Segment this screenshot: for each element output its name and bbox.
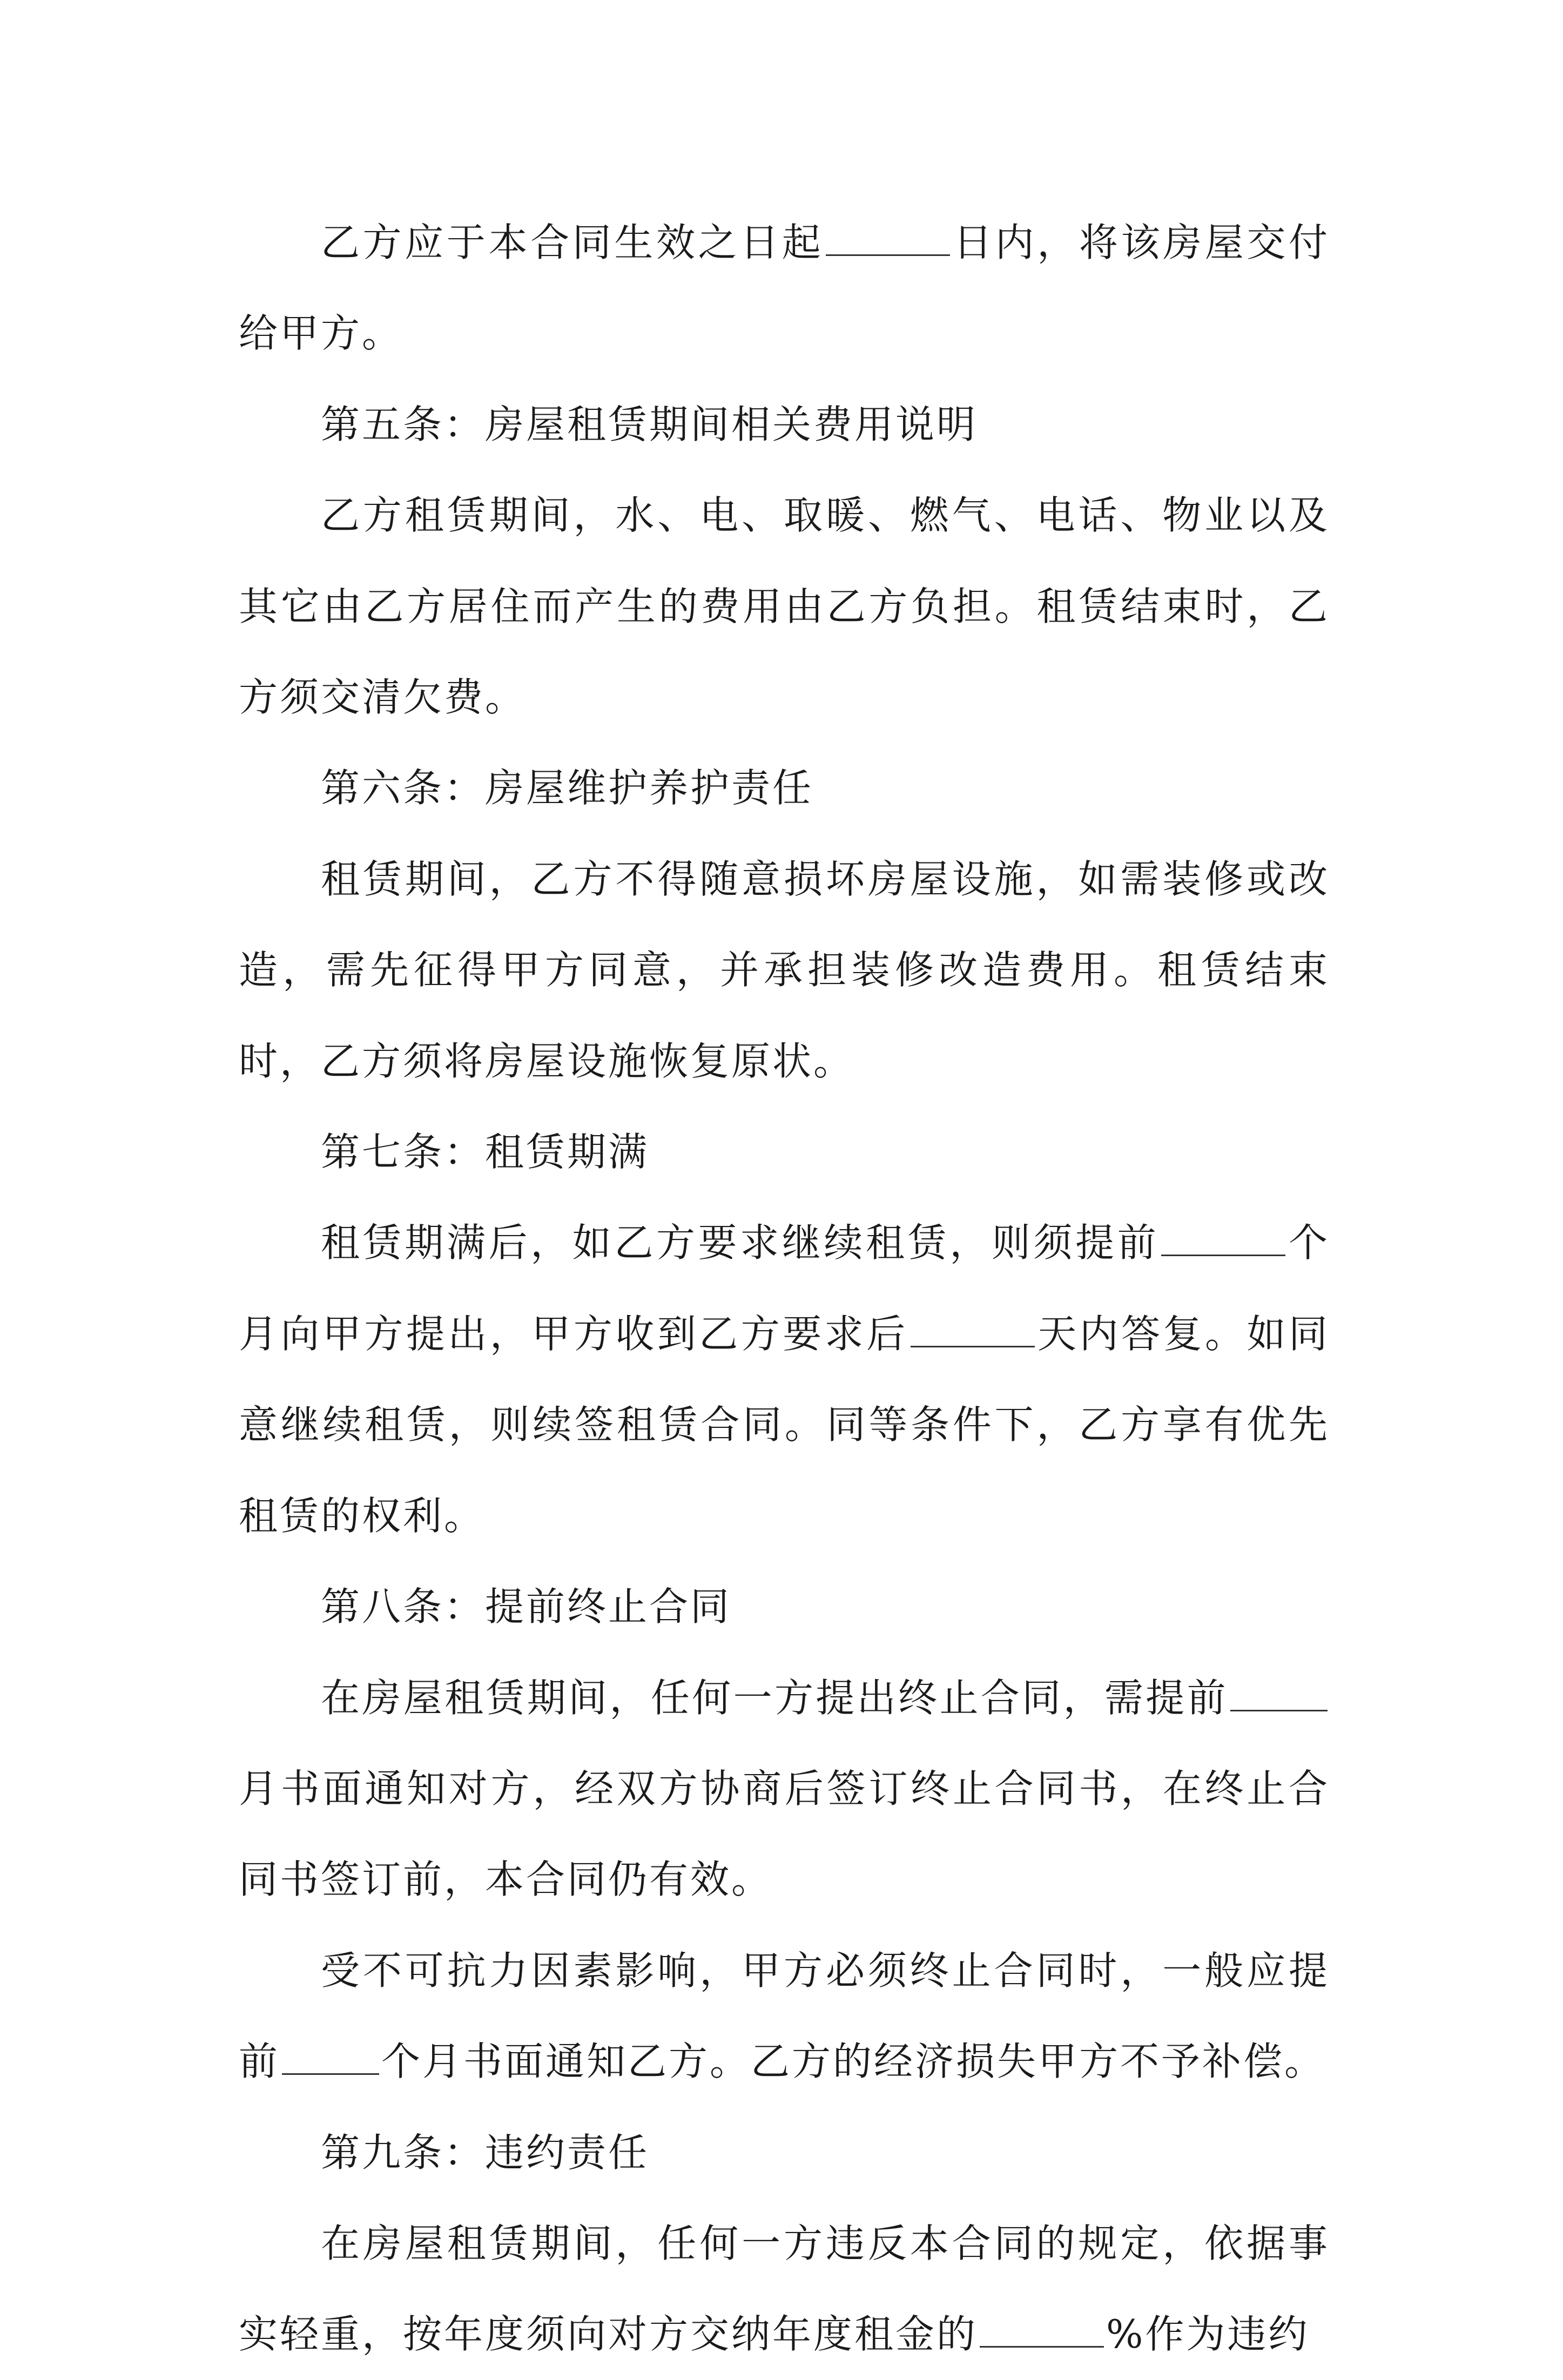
document-body xyxy=(239,197,1330,2380)
article-5-heading: 第五条：房屋租赁期间相关费用说明 xyxy=(321,401,978,447)
text: 天内答复。如同意继续租赁，则续签租赁合同。同等条件下，乙方享有优先租赁的权利。 xyxy=(239,1311,1330,1539)
force-majeure-paragraph xyxy=(239,1925,1330,2107)
article-8-heading: 第八条：提前终止合同 xyxy=(321,1584,732,1630)
text: %作为违约 xyxy=(1106,2311,1310,2357)
fill-blank-months xyxy=(1161,1221,1285,1256)
fill-blank-notice-months xyxy=(1230,1676,1328,1711)
fees-paragraph: 乙方租赁期间，水、电、取暖、燃气、电话、物业以及其它由乙方居住而产生的费用由乙方负担。租赁结束时，乙方须交清欠费。 xyxy=(239,493,1330,720)
text: 租赁期满后，如乙方要求继续租赁，则须提前 xyxy=(321,1220,1160,1266)
fill-blank-days xyxy=(826,221,950,256)
text: 个月向甲方提出，甲方收到乙方要求后 xyxy=(239,1220,1330,1357)
article-7-heading: 第七条：租赁期满 xyxy=(321,1129,650,1175)
text: 月书面通知对方，经双方协商后签订终止合同书，在终止合同书签订前，本合同仍有效。 xyxy=(239,1765,1330,1903)
text: 在房屋租赁期间，任何一方违反本合同的规定，依据事实轻重，按年度须向对方交纳年度租金的 xyxy=(239,2220,1330,2357)
fill-blank-percent xyxy=(980,2312,1104,2348)
delivery-paragraph xyxy=(239,197,1330,379)
early-termination-paragraph xyxy=(239,1653,1330,1925)
fill-blank-fm-months xyxy=(282,2040,379,2075)
lease-expiry-paragraph xyxy=(239,1197,1330,1561)
text: 受不可抗力因素影响，甲方必须终止合同时，一般应提前 xyxy=(239,1947,1330,2085)
text: 在房屋租赁期间，任何一方提出终止合同，需提前 xyxy=(321,1675,1228,1721)
article-6-heading: 第六条：房屋维护养护责任 xyxy=(321,765,814,811)
fill-blank-reply-days xyxy=(911,1312,1035,1347)
article-9-heading: 第九条：违约责任 xyxy=(321,2129,650,2175)
text: 个月书面通知乙方。乙方的经济损失甲方不予补偿。 xyxy=(381,2039,1326,2085)
text: 乙方应于本合同生效之日起 xyxy=(321,220,824,265)
breach-paragraph xyxy=(239,2198,1330,2380)
text: 日内，将该房屋交付给甲方。 xyxy=(239,220,1330,356)
maintenance-paragraph: 租赁期间，乙方不得随意损坏房屋设施，如需装修或改造，需先征得甲方同意，并承担装修改造费用。租赁结束时，乙方须将房屋设施恢复原状。 xyxy=(239,856,1330,1084)
